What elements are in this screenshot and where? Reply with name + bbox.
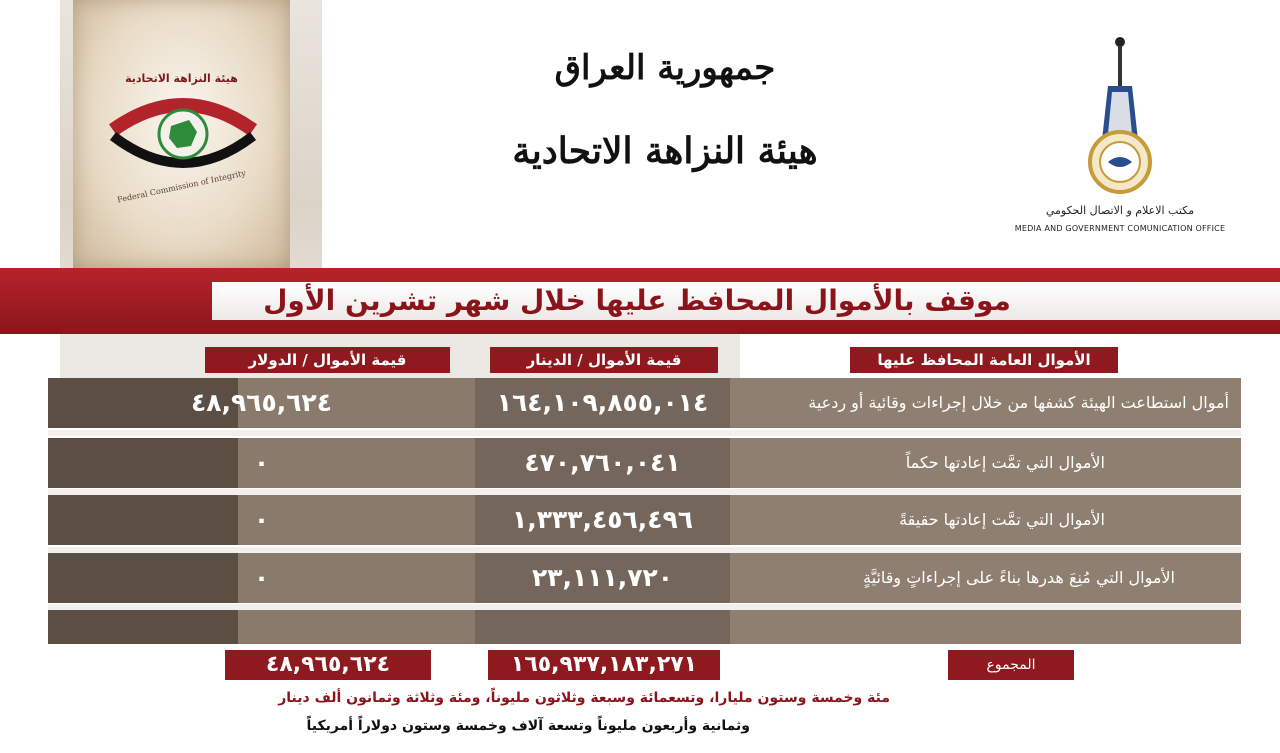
logo-english-text: Federal Commission of Integrity [116,168,247,205]
total-dollar: ٤٨,٩٦٥,٦٢٤ [225,650,431,680]
column-header-description: الأموال العامة المحافظ عليها [850,347,1118,373]
row-description: الأموال التي تمَّت إعادتها حقيقةً [899,510,1105,529]
office-english-label: MEDIA AND GOVERNMENT COMUNICATION OFFICE [1014,224,1226,233]
media-office-logo [1000,30,1240,240]
table-row [48,495,1241,545]
republic-calligraphy: جمهورية العراق [554,48,776,88]
eye-emblem-icon [109,86,257,182]
row-dinar-value: ٤٧٠,٧٦٠,٠٤١ [524,448,681,477]
row-dinar-value: ١,٣٣٣,٤٥٦,٤٩٦ [511,505,694,534]
commission-calligraphy: هيئة النزاهة الاتحادية [512,130,818,172]
commission-logo [73,0,290,268]
column-header-dinar: قيمة الأموال / الدينار [490,347,718,373]
table-row [48,438,1241,488]
total-label: المجموع [948,650,1074,680]
page-title: موقف بالأموال المحافظ عليها خلال شهر تشرين الأول [263,284,1011,317]
title-banner [0,268,1280,334]
logo-arabic-text: هيئة النزاهة الاتحادية [125,72,238,85]
total-dollar-in-words: وثمانية وأربعون مليوناً وتسعة آلاف وخمسة وستون دولاراً أمريكياً [306,718,750,734]
total-dinar-in-words: مئة وخمسة وستون مليارا، وتسعمائة وسبعة وثلاثون مليوناً، ومئة وثلاثة وثمانون ألف دينار [278,690,890,706]
column-header-dollar: قيمة الأموال / الدولار [205,347,450,373]
row-description: الأموال التي مُنِعَ هدرها بناءً على إجراءاتٍ وقائيَّةٍ [863,568,1175,587]
table-row [48,553,1241,603]
office-arabic-label: مكتب الاعلام و الاتصال الحكومي [1045,204,1195,217]
table-row-empty [48,610,1241,644]
table-row [48,378,1241,428]
row-dollar-value: ٠ [253,448,270,477]
row-description: أموال استطاعت الهيئة كشفها من خلال إجراءات وقائية أو ردعية [808,393,1229,412]
row-description: الأموال التي تمَّت إعادتها حكماً [905,453,1105,472]
tower-icon [1080,30,1160,200]
row-dollar-value: ٤٨,٩٦٥,٦٢٤ [190,388,333,417]
row-dinar-value: ١٦٤,١٠٩,٨٥٥,٠١٤ [496,388,709,417]
row-dinar-value: ٢٣,١١١,٧٢٠ [531,563,674,592]
row-dollar-value: ٠ [253,563,270,592]
row-dollar-value: ٠ [253,505,270,534]
total-dinar: ١٦٥,٩٣٧,١٨٣,٢٧١ [488,650,720,680]
